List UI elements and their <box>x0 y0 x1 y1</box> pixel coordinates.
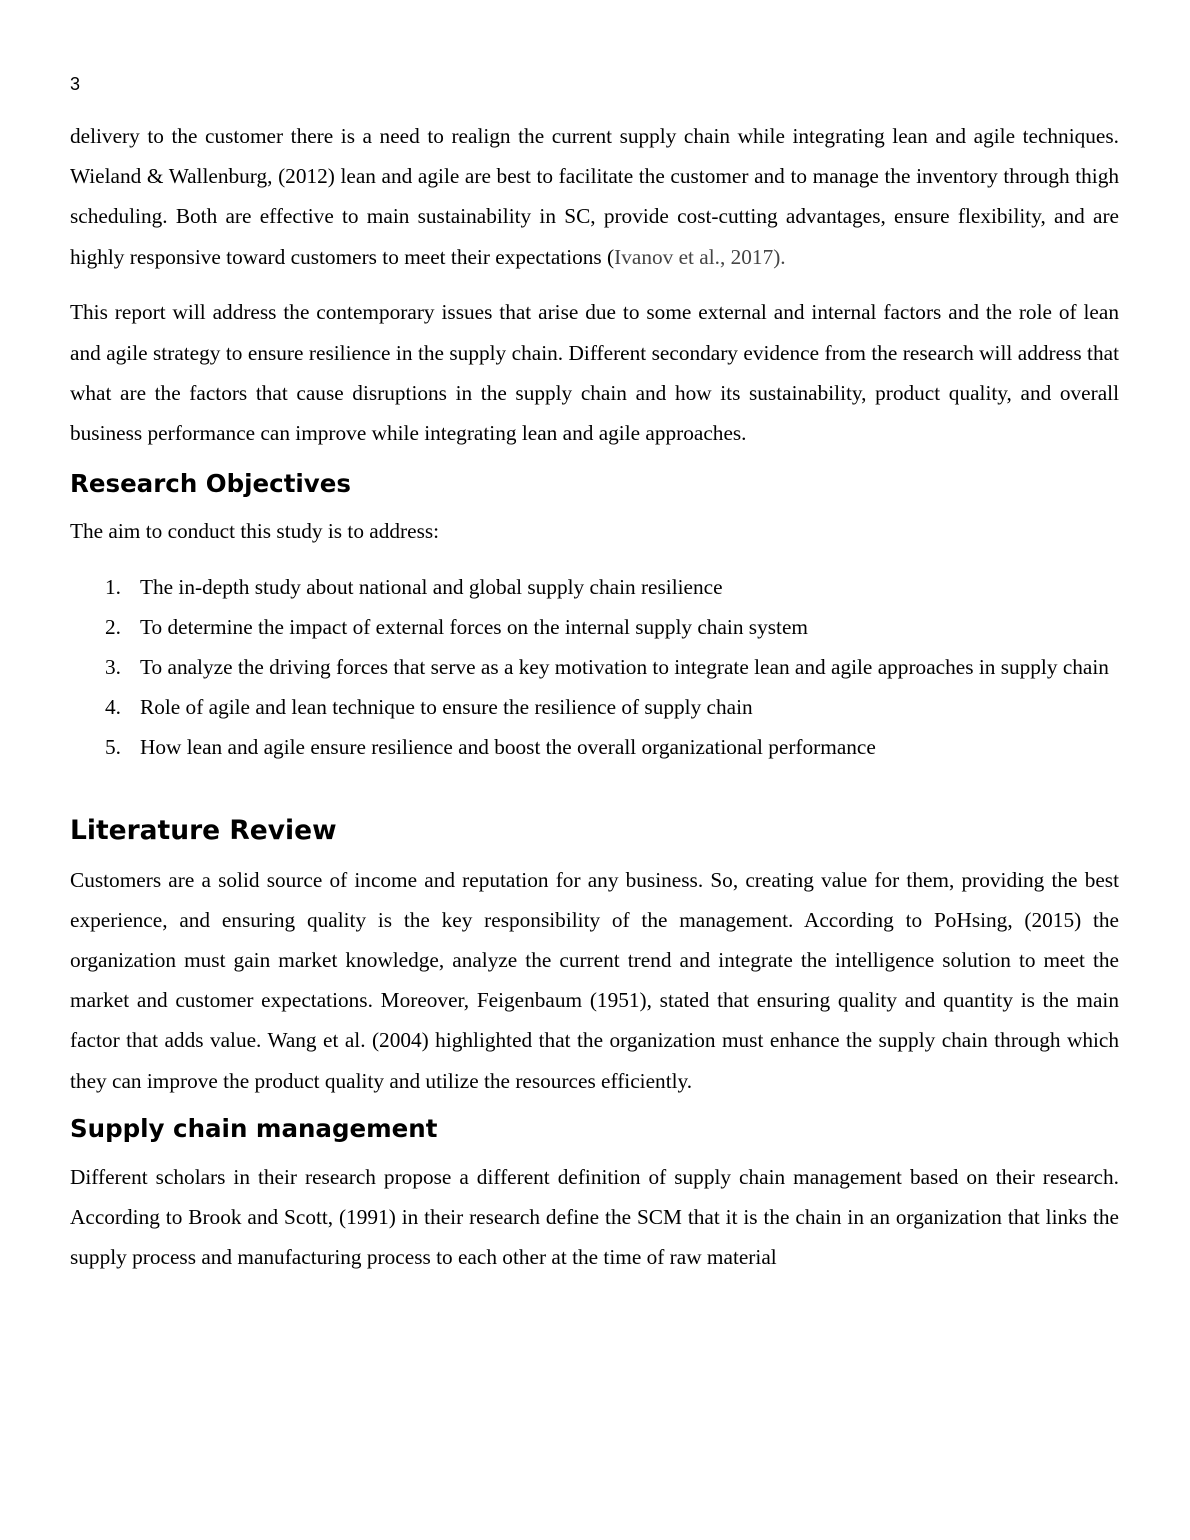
literature-review-paragraph: Customers are a solid source of income and reputation for any business. So, creating value for them, providing the best experience, and ensuring quality is the key responsibility of the management. According to PoHsing, (2015) the organization must gain market knowledge, analyze the current trend and integrate the intelligence solution to meet the market and customer expectations. Moreover, Feigenbaum (1951), stated that ensuring quality and quantity is the main factor that adds value. Wang et al. (2004) highlighted that the organization must enhance the supply chain through which they can improve the product quality and utilize the resources efficiently. <box>70 867 1119 1093</box>
intro-paragraph-text: delivery to the customer there is a need to realign the current supply chain while integrating lean and agile techniques. Wieland & Wallenburg, (2012) lean and agile are best to facilitate the customer and to manage the inventory through thigh scheduling. Both are effective to main sustainability in SC, provide cost-cutting advantages, ensure flexibility, and are highly responsive toward customers to meet their expectations ( <box>70 124 1119 269</box>
list-item-number: 4. <box>105 695 121 720</box>
supply-chain-management-heading: Supply chain management <box>70 1113 438 1143</box>
list-item <box>70 647 1119 687</box>
citation-ivanov: Ivanov et al., 2017 <box>614 244 774 269</box>
list-item-text: To analyze the driving forces that serve as a key motivation to integrate lean and agile approaches in supply chain <box>140 655 1109 680</box>
supply-chain-management-paragraph: Different scholars in their research propose a different definition of supply chain management based on their research. According to Brook and Scott, (1991) in their research define the SCM that it is the chain in an organization that links the supply process and manufacturing process to each other at the time of raw material <box>70 1164 1119 1270</box>
research-objectives-intro: The aim to conduct this study is to address: <box>70 518 440 543</box>
list-item-number: 3. <box>105 655 121 680</box>
page-content <box>70 116 1119 1277</box>
list-item-number: 2. <box>105 614 121 639</box>
list-item <box>70 607 1119 647</box>
report-scope-paragraph: This report will address the contemporary issues that arise due to some external and internal factors and the role of lean and agile strategy to ensure resilience in the supply chain. Different secondary evidence from the research will address that what are the factors that cause disruptions in the supply chain and how its sustainability, product quality, and overall business performance can improve while integrating lean and agile approaches. <box>70 300 1119 446</box>
research-objectives-list <box>70 567 1119 768</box>
citation-close: ). <box>773 244 786 269</box>
list-item <box>70 727 1119 767</box>
list-item-text: How lean and agile ensure resilience and boost the overall organizational performance <box>140 735 876 760</box>
list-item-text: To determine the impact of external forces on the internal supply chain system <box>140 614 808 639</box>
literature-review-heading: Literature Review <box>70 814 337 846</box>
list-item-text: The in-depth study about national and global supply chain resilience <box>140 574 723 599</box>
research-objectives-heading: Research Objectives <box>70 468 351 498</box>
intro-paragraph <box>70 116 1119 277</box>
page-number: 3 <box>70 74 81 94</box>
list-item-text: Role of agile and lean technique to ensure the resilience of supply chain <box>140 695 753 720</box>
list-item <box>70 687 1119 727</box>
list-item <box>70 567 1119 607</box>
list-item-number: 5. <box>105 735 121 760</box>
list-item-number: 1. <box>105 574 121 599</box>
